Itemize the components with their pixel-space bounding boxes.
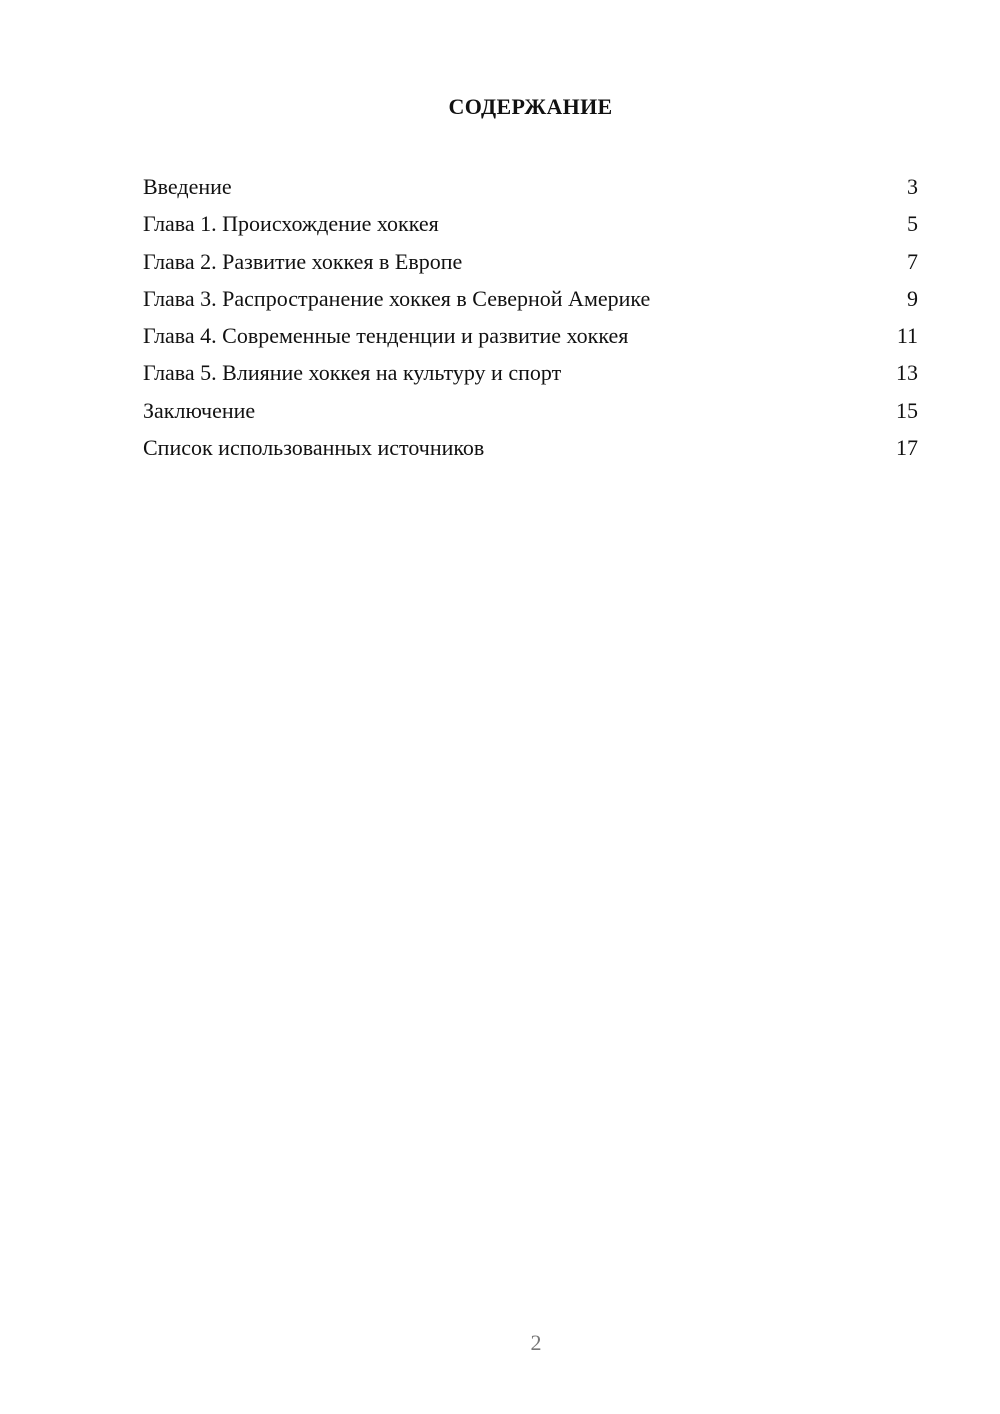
- toc-entry-page: 11: [896, 323, 918, 349]
- toc-entry-page: 9: [907, 285, 918, 311]
- toc-entry-text: Глава 2. Развитие хоккея в Европе: [143, 248, 463, 274]
- toc-entry-text: Заключение: [143, 397, 256, 423]
- toc-entry-introduction: [143, 168, 918, 205]
- toc-entry-text: Глава 1. Происхождение хоккея: [143, 211, 439, 237]
- toc-entry-chapter-2: [143, 243, 918, 280]
- toc-entry-page: 15: [896, 397, 918, 423]
- toc-entry-page: 5: [907, 211, 918, 237]
- toc-entry-chapter-4: [143, 317, 918, 354]
- toc-entry-page: 13: [896, 360, 918, 386]
- toc-entry-references: [143, 429, 918, 466]
- toc-entry-text: Глава 4. Современные тенденции и развитие хоккея: [143, 323, 629, 349]
- toc-entry-text: Глава 3. Распространение хоккея в Северной Америке: [143, 285, 651, 311]
- toc-entry-text: Список использованных источников: [143, 435, 485, 461]
- toc-entry-page: 7: [907, 248, 918, 274]
- toc-entry-page: 17: [896, 435, 918, 461]
- toc-list: [143, 168, 918, 466]
- toc-title: СОДЕРЖАНИЕ: [448, 94, 613, 119]
- page-number: 2: [530, 1330, 542, 1355]
- toc-entry-text: Глава 5. Влияние хоккея на культуру и спорт: [143, 360, 562, 386]
- toc-entry-page: 3: [907, 174, 918, 199]
- toc-entry-chapter-1: [143, 205, 918, 242]
- toc-entry-chapter-5: [143, 354, 918, 391]
- toc-entry-text: Введение: [143, 174, 232, 199]
- toc-entry-chapter-3: [143, 280, 918, 317]
- toc-entry-conclusion: [143, 392, 918, 429]
